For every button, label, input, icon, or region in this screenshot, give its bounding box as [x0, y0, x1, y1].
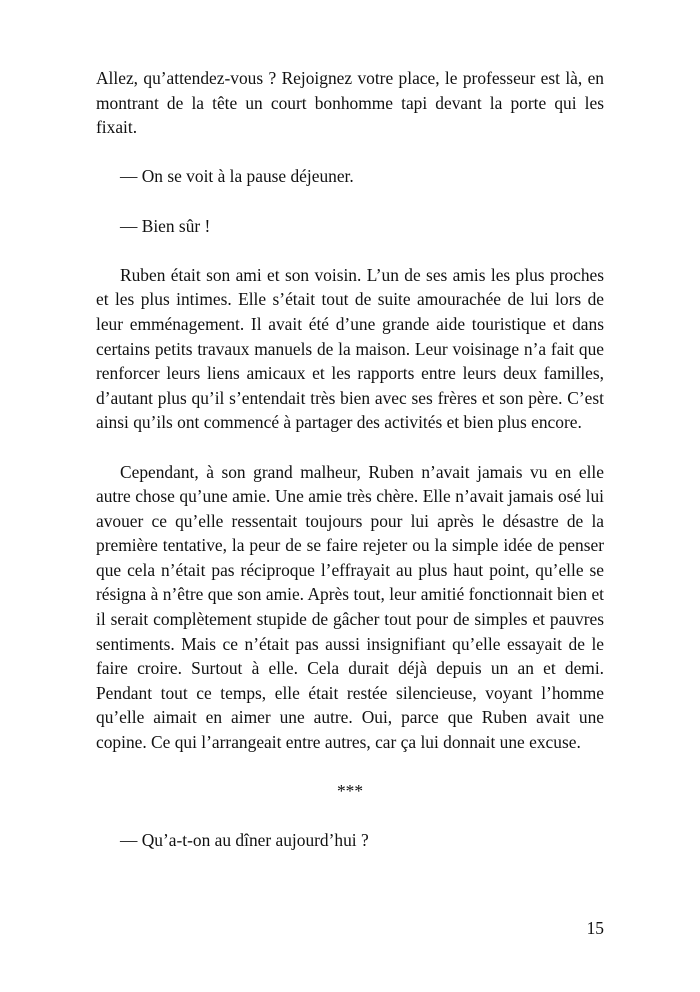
- page-body: [96, 66, 604, 878]
- dialogue-line-dinner: — Qu’a-t-on au dîner aujourd’hui ?: [120, 830, 369, 851]
- paragraph-opening: Allez, qu’attendez-vous ? Rejoignez votre place, le professeur est là, en montrant de la tête un court bonhomme tapi devant la porte qui les fixait.: [96, 68, 604, 138]
- paragraph-ruben-friend: Ruben était son ami et son voisin. L’un de ses amis les plus proches et les plus intimes. Elle s’était tout de suite amourachée de lui lors de leur emménagement. Il avait été d’une grande aide touristique et dans certains petits travaux manuels de la maison. Leur voisinage n’a fait que renforcer leurs liens amicaux et les rapports entre leurs deux familles, d’autant plus qu’il s’entendait très bien avec ses frères et son père. C’est ainsi qu’ils ont commencé à partager des activités et bien plus encore.: [96, 264, 604, 433]
- dialogue-line-lunch: — On se voit à la pause déjeuner.: [120, 166, 354, 187]
- paragraph-ruben-feelings: Cependant, à son grand malheur, Ruben n’avait jamais vu en elle autre chose qu’une amie. Une amie très chère. Elle n’avait jamais osé lui avouer ce qu’elle ressentait toujours pour lui après le désastre de la première tentative, la peur de se faire rejeter ou la simple idée de penser que cela n’était pas réciproque l’effrayait au plus haut point, qu’elle se résigna à n’être que son amie. Après tout, leur amitié fonctionnait bien et il serait complètement stupide de gâcher tout pour de simples et pauvres sentiments. Mais ce n’était pas aussi insignifiant qu’elle essayait de le faire croire. Surtout à elle. Cela durait déjà depuis un an et demi. Pendant tout ce temps, elle était restée silencieuse, voyant l’homme qu’elle aimait en aimer une autre. Oui, parce que Ruben avait une copine. Ce qui l’arrangeait entre autres, car ça lui donnait une excuse.: [96, 461, 604, 753]
- section-separator: ***: [336, 781, 364, 802]
- dialogue-line-sure: — Bien sûr !: [120, 215, 211, 236]
- page-number: 15: [586, 918, 604, 938]
